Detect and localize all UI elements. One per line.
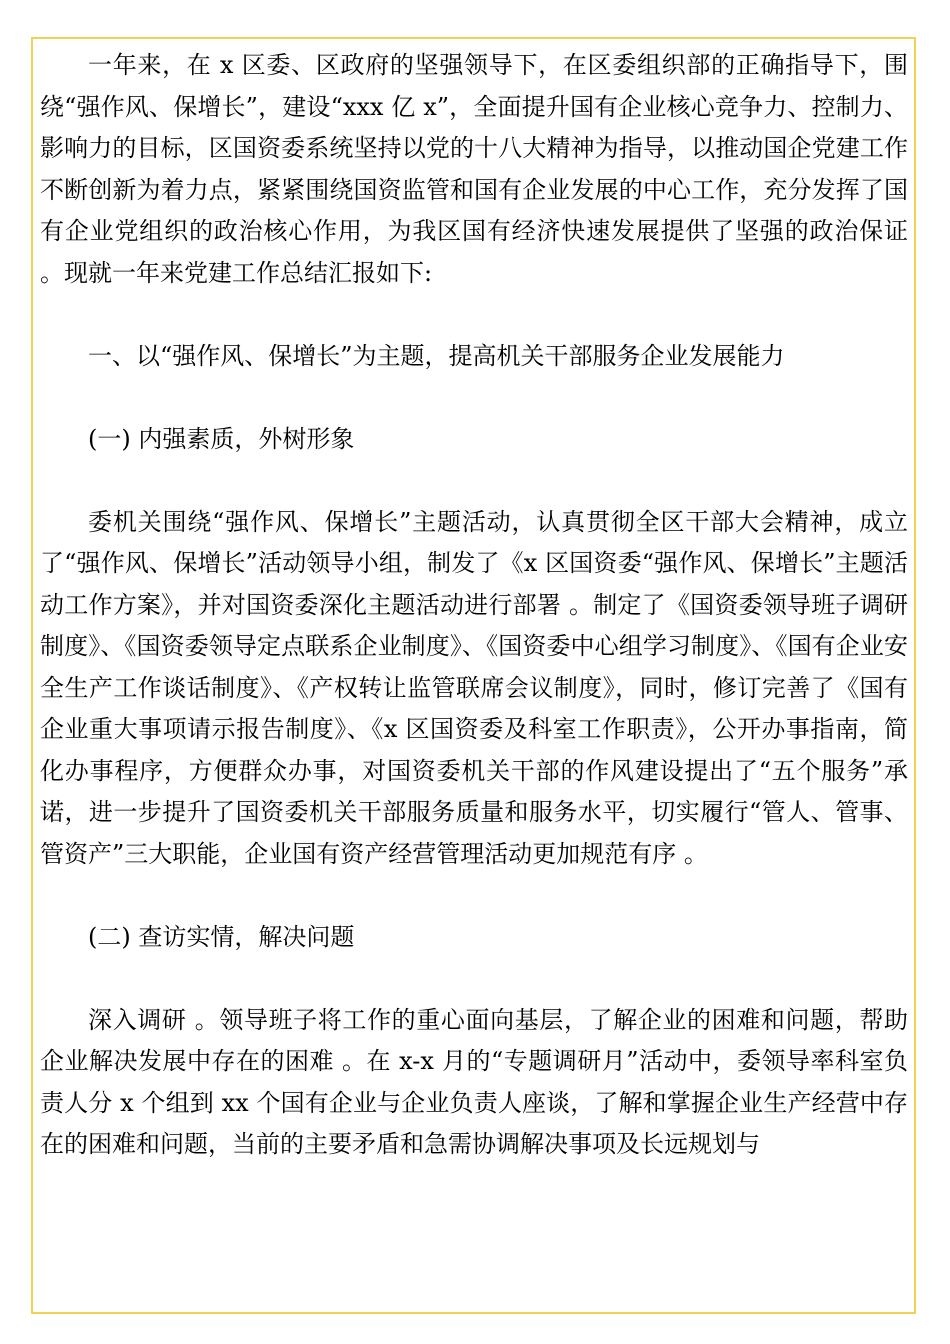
paragraph-spacer — [40, 377, 908, 419]
section-heading-1: 一、以“强作风、保增长”为主题，提高机关干部服务企业发展能力 — [88, 341, 785, 370]
paragraph-spacer — [40, 958, 908, 1000]
body-paragraph-1: 委机关围绕“强作风、保增长”主题活动，认真贯彻全区干部大会精神，成立了“强作风、保增长”活动领导小组，制发了《x 区国资委“强作风、保增长”主题活动工作方案》，并对国资委深化主题活动进行部署 。制定了《国资委领导班子调研制度》、《国资委领导定点联系企业制度》、《国资委中心组学习制度》、《国有企业安全生产工作谈话制度》、《产权转让监管联席会议制度》，同时，修订完善了《国有企业重大事项请示报告制度》、《x 区国资委及科室工作职责》，公开办事指南，简化办事程序，方便群众办事，对国资委机关干部的作风建设提出了“五个服务”承诺，进一步提升了国资委机关干部服务质量和服务水平，切实履行“管人、管事、管资产”三大职能，企业国有资产经营管理活动更加规范有序 。 — [40, 507, 908, 868]
paragraph-spacer — [40, 875, 908, 917]
intro-paragraph: 一年来，在 x 区委、区政府的坚强领导下，在区委组织部的正确指导下，围绕“强作风、保增长”，建设“xxx 亿 x”，全面提升国有企业核心竞争力、控制力、影响力的目标，区国资委系统坚持以党的十八大精神为指导，以推动国企党建工作不断创新为着力点，紧紧围绕国资监管和国有企业发展的中心工作，充分发挥了国有企业党组织的政治核心作用，为我区国有经济快速发展提供了坚强的政治保证 。现就一年来党建工作总结汇报如下: — [40, 51, 908, 287]
paragraph-spacer — [40, 294, 908, 336]
document-body — [40, 45, 908, 1166]
subsection-heading-2: (二) 查访实情，解决问题 — [88, 922, 355, 951]
body-paragraph-2: 深入调研 。领导班子将工作的重心面向基层，了解企业的困难和问题，帮助企业解决发展中存在的困难 。在 x-x 月的“专题调研月”活动中，委领导率科室负责人分 x 个组到 xx 个国有企业与企业负责人座谈，了解和掌握企业生产经营中存在的困难和问题，当前的主要矛盾和急需协调解决事项及长远规划与 — [40, 1005, 908, 1158]
subsection-heading-1: (一) 内强素质，外树形象 — [88, 424, 355, 453]
paragraph-spacer — [40, 460, 908, 502]
